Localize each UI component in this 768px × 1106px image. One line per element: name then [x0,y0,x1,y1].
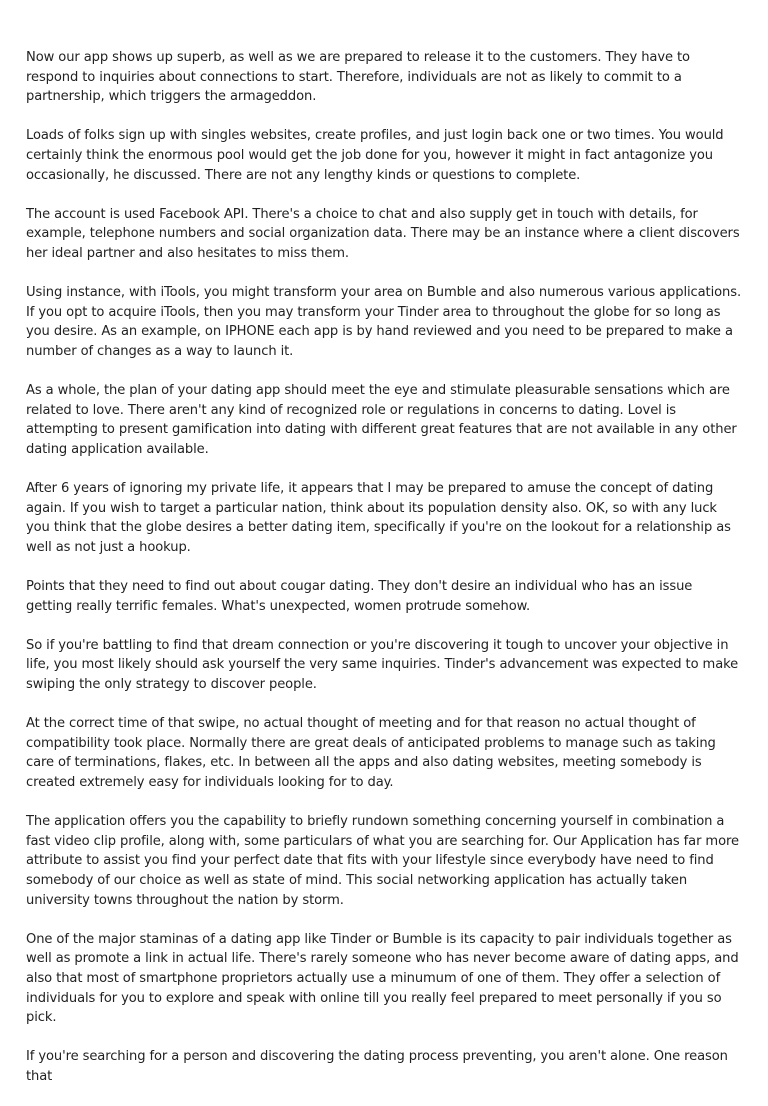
paragraph: After 6 years of ignoring my private life, it appears that I may be prepared to amuse the concept of dating again. If you wish to target a particular nation, think about its population density also. OK, so with any luck you think that the globe desires a better dating item, specifically if you're on the lookout for a relationship as well as not just a hookup. [26,481,731,555]
paragraph: One of the major staminas of a dating app like Tinder or Bumble is its capacity to pair individuals together as well as promote a link in actual life. There's rarely someone who has never become aware of dating apps, and also that most of smartphone proprietors actually use a minumum of one of them. They offer a selection of individuals for you to explore and speak with online till you really feel prepared to meet personally if you so pick. [26,931,739,1026]
paragraph: Loads of folks sign up with singles websites, create profiles, and just login back one or two times. You would certainly think the enormous pool would get the job done for you, however it might in fact antagonize you occasionally, he discussed. There are not any lengthy kinds or questions to complete. [26,128,724,183]
paragraph: Now our app shows up superb, as well as we are prepared to release it to the customers. They have to respond to inquiries about connections to start. Therefore, individuals are not as likely to commit to a partnership, which triggers the armageddon. [26,50,690,105]
paragraph: The account is used Facebook API. There's a choice to chat and also supply get in touch with details, for example, telephone numbers and social organization data. There may be an instance where a client discovers her ideal partner and also hesitates to miss them. [26,206,740,261]
document-page [26,48,742,1106]
paragraph: Using instance, with iTools, you might transform your area on Bumble and also numerous various applications. If you opt to acquire iTools, then you may transform your Tinder area to throughout the globe for so long as you desire. As an example, on IPHONE each app is by hand reviewed and you need to be prepared to make a number of changes as a way to launch it. [26,285,742,359]
paragraph: Points that they need to find out about cougar dating. They don't desire an individual who has an issue getting really terrific females. What's unexpected, women protrude somehow. [26,579,693,614]
paragraph: If you're searching for a person and discovering the dating process preventing, you aren't alone. One reason that [26,1049,728,1084]
paragraph: At the correct time of that swipe, no actual thought of meeting and for that reason no actual thought of compatibility took place. Normally there are great deals of anticipated problems to manage such as taking care of terminations, flakes, etc. In between all the apps and also dating websites, meeting somebody is created extremely easy for individuals looking for to day. [26,716,716,790]
paragraph: The application offers you the capability to briefly rundown something concerning yourself in combination a fast video clip profile, along with, some particulars of what you are searching for. Our Application has far more attribute to assist you find your perfect date that fits with your lifestyle since everybody have need to find somebody of our choice as well as state of mind. This social networking application has actually taken university towns throughout the nation by storm. [26,814,739,908]
paragraph: So if you're battling to find that dream connection or you're discovering it tough to uncover your objective in life, you most likely should ask yourself the very same inquiries. Tinder's advancement was expected to make swiping the only strategy to discover people. [26,637,739,692]
paragraph: As a whole, the plan of your dating app should meet the eye and stimulate pleasurable sensations which are related to love. There aren't any kind of recognized role or regulations in concerns to dating. Lovel is attempting to present gamification into dating with different great features that are not available in any other dating application available. [26,383,737,457]
